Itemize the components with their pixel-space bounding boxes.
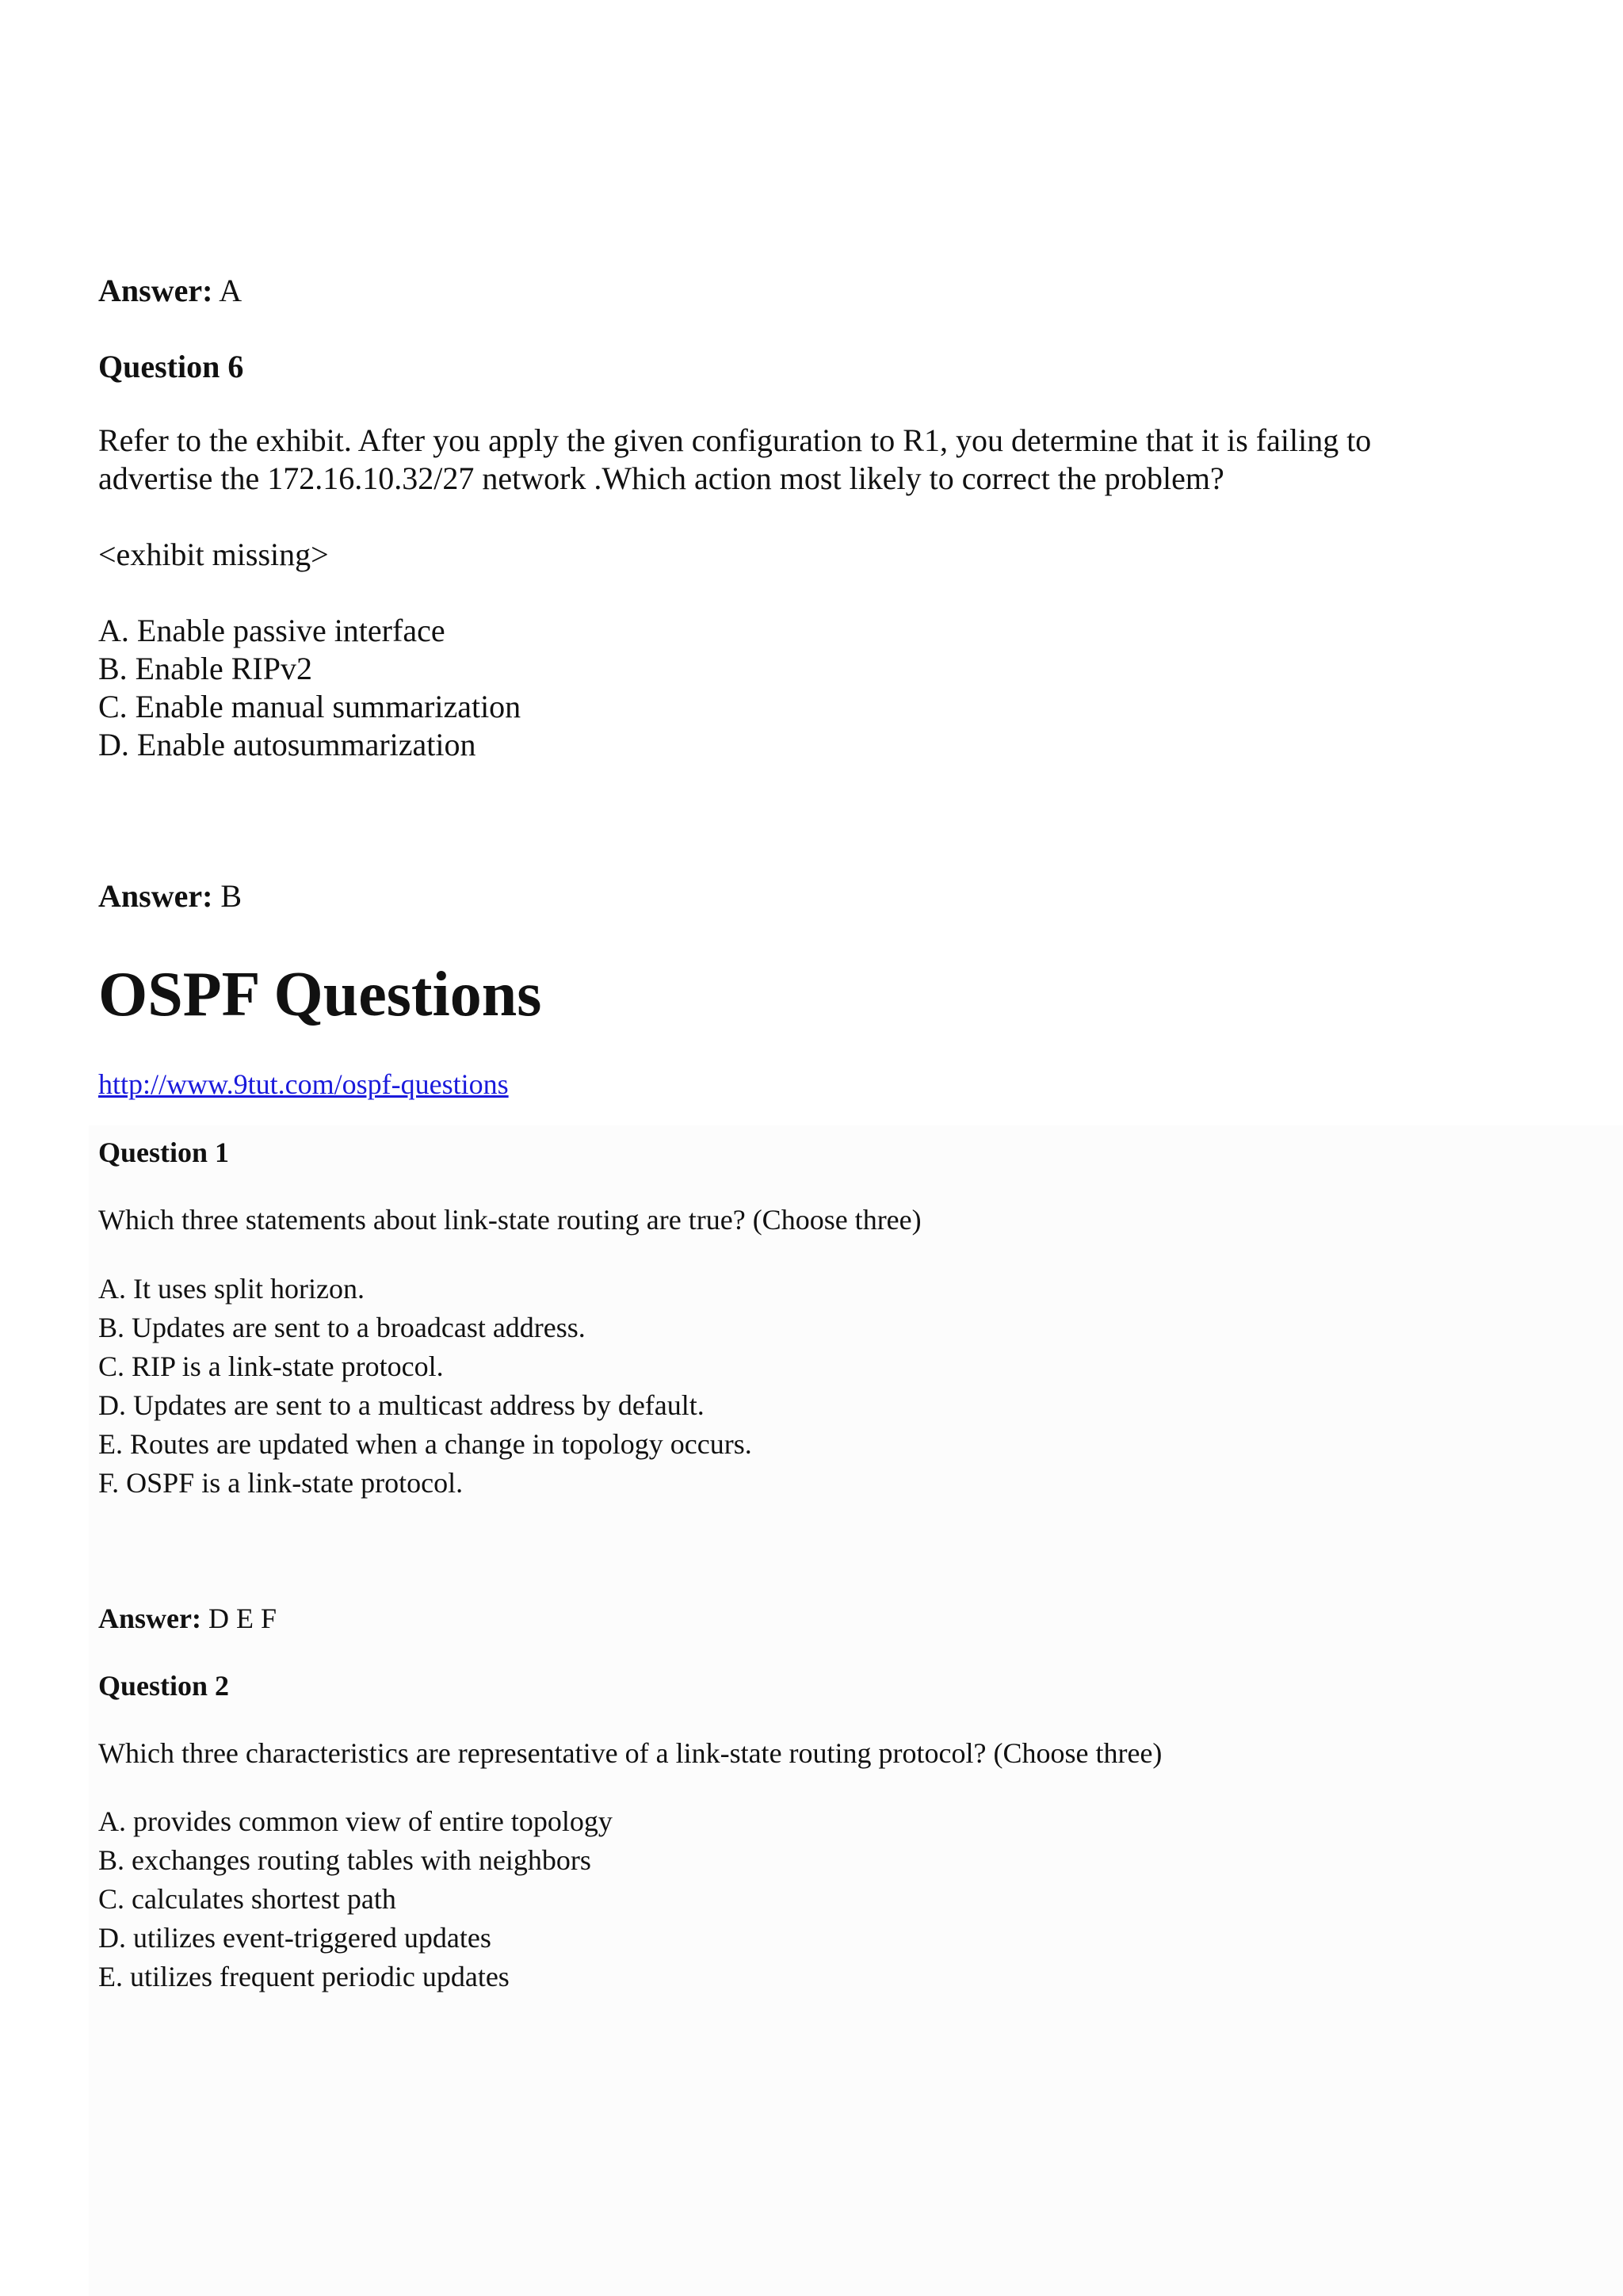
option-b: B. Enable RIPv2 bbox=[98, 651, 312, 686]
question-1-text: Which three statements about link-state routing are true? (Choose three) bbox=[98, 1204, 922, 1236]
option-c: C. RIP is a link-state protocol. bbox=[98, 1350, 444, 1382]
prev-answer bbox=[98, 272, 242, 310]
answer-label: Answer: bbox=[98, 878, 213, 914]
answer-value: D E F bbox=[208, 1603, 277, 1634]
option-a: A. It uses split horizon. bbox=[98, 1273, 365, 1305]
option-a: A. Enable passive interface bbox=[98, 613, 445, 648]
question-6-options bbox=[98, 612, 521, 764]
option-a: A. provides common view of entire topology bbox=[98, 1805, 613, 1837]
question-1-title: Question 1 bbox=[98, 1137, 230, 1168]
answer-value: A bbox=[219, 273, 242, 308]
question-2-text: Which three characteristics are representative of a link-state routing protocol? (Choose three) bbox=[98, 1737, 1163, 1769]
question-1-answer bbox=[98, 1599, 277, 1638]
section-heading: OSPF Questions bbox=[98, 960, 542, 1030]
option-b: B. exchanges routing tables with neighbors bbox=[98, 1844, 591, 1876]
exhibit-missing-note: <exhibit missing> bbox=[98, 537, 329, 572]
question-6-answer bbox=[98, 877, 242, 915]
question-1-options bbox=[98, 1270, 752, 1503]
option-d: D. Updates are sent to a multicast address by default. bbox=[98, 1389, 705, 1421]
option-e: E. Routes are updated when a change in topology occurs. bbox=[98, 1428, 752, 1460]
question-6-text bbox=[98, 422, 1371, 498]
section-link[interactable]: http://www.9tut.com/ospf-questions bbox=[98, 1068, 509, 1100]
section-link-wrap bbox=[98, 1067, 509, 1102]
question-6-title: Question 6 bbox=[98, 349, 244, 384]
answer-label: Answer: bbox=[98, 1603, 201, 1634]
option-f: F. OSPF is a link-state protocol. bbox=[98, 1467, 464, 1499]
option-e: E. utilizes frequent periodic updates bbox=[98, 1961, 510, 1992]
question-2-options bbox=[98, 1802, 613, 1996]
option-d: D. Enable autosummarization bbox=[98, 727, 476, 762]
option-b: B. Updates are sent to a broadcast address. bbox=[98, 1312, 586, 1343]
question-text-line: Refer to the exhibit. After you apply the given configuration to R1, you determine that it is failing to bbox=[98, 422, 1372, 458]
question-2-title: Question 2 bbox=[98, 1670, 230, 1702]
option-c: C. Enable manual summarization bbox=[98, 689, 521, 724]
option-c: C. calculates shortest path bbox=[98, 1883, 396, 1915]
answer-label: Answer: bbox=[98, 273, 213, 308]
question-text-line: advertise the 172.16.10.32/27 network .Which action most likely to correct the problem? bbox=[98, 460, 1224, 496]
answer-value: B bbox=[220, 878, 242, 914]
option-d: D. utilizes event-triggered updates bbox=[98, 1922, 491, 1954]
